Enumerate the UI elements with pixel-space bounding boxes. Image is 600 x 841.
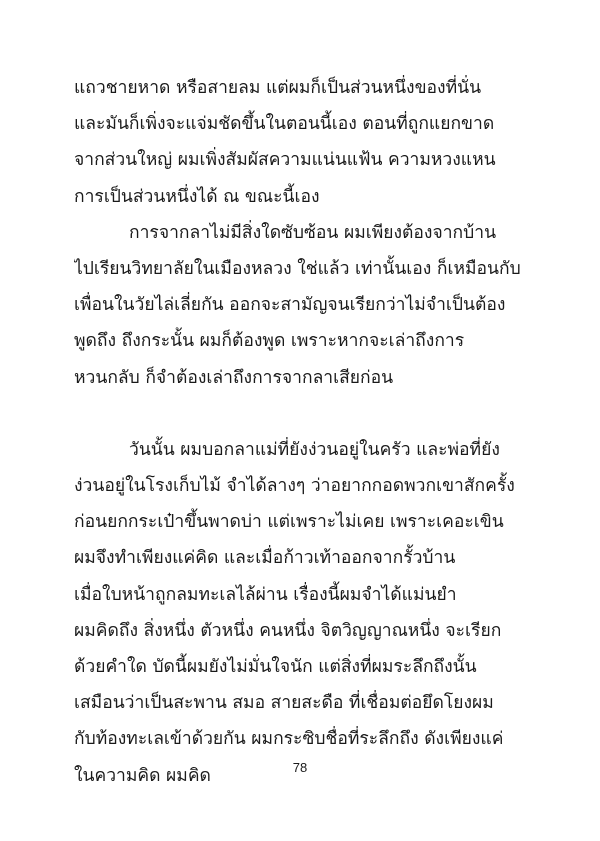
text-line: จากส่วนใหญ่ ผมเพิ่งสัมผัสความแน่นแฟ้น ความหวงแหน xyxy=(74,150,496,171)
text-line: ก่อนยกกระเป๋าขึ้นพาดบ่า แต่เพราะไม่เคย เพราะเคอะเขิน xyxy=(74,512,504,533)
text-line: กับท้องทะเลเข้าด้วยกัน ผมกระซิบชื่อที่ระลึกถึง ดังเพียงแค่ xyxy=(74,729,504,750)
text-line: แถวชายหาด หรือสายลม แต่ผมก็เป็นส่วนหนึ่งของที่นั่น xyxy=(74,78,482,98)
text-line: ในความคิด ผมคิด xyxy=(74,765,211,786)
text-line: ด้วยคำใด บัดนี้ผมยังไม่มั่นใจนัก แต่สิ่งที่ผมระลึกถึงนั้น xyxy=(74,657,477,677)
paragraph-3 xyxy=(74,432,529,794)
text-line: การจากลาไม่มีสิ่งใดซับซ้อน ผมเพียงต้องจากบ้าน xyxy=(129,222,497,243)
page-number: 78 xyxy=(292,760,308,775)
text-line: วันนั้น ผมบอกลาแม่ที่ยังง่วนอยู่ในครัว และพ่อที่ยัง xyxy=(129,439,500,460)
paragraph-1 xyxy=(74,70,529,215)
paragraph-gap xyxy=(74,396,529,432)
text-line: ไปเรียนวิทยาลัยในเมืองหลวง ใช่แล้ว เท่านั้นเอง ก็เหมือนกับ xyxy=(74,258,521,279)
text-line: เพื่อนในวัยไล่เลี่ยกัน ออกจะสามัญจนเรียกว่าไม่จำเป็นต้อง xyxy=(74,295,506,316)
text-line: ผมจึงทำเพียงแค่คิด และเมื่อก้าวเท้าออกจากรั้วบ้าน xyxy=(74,548,456,569)
text-line: ง่วนอยู่ในโรงเก็บไม้ จำได้ลางๆ ว่าอยากกอดพวกเขาสักครั้ง xyxy=(74,476,515,497)
text-line: เมื่อใบหน้าถูกลมทะเลไล้ผ่าน เรื่องนี้ผมจำได้แม่นยำ xyxy=(74,584,457,605)
text-line: เสมือนว่าเป็นสะพาน สมอ สายสะดือ ที่เชื่อมต่อยึดโยงผม xyxy=(74,693,494,714)
text-line: พูดถึง ถึงกระนั้น ผมก็ต้องพูด เพราะหากจะเล่าถึงการ xyxy=(74,331,465,352)
text-line: ผมคิดถึง สิ่งหนึ่ง ตัวหนึ่ง คนหนึ่ง จิตวิญญาณหนึ่ง จะเรียก xyxy=(74,620,502,641)
body-text xyxy=(74,70,529,794)
text-line: และมันก็เพิ่งจะแจ่มชัดขึ้นในตอนนี้เอง ตอนที่ถูกแยกขาด xyxy=(74,114,495,135)
paragraph-2 xyxy=(74,215,529,396)
text-line: การเป็นส่วนหนึ่งได้ ณ ขณะนี้เอง xyxy=(74,186,320,207)
text-line: หวนกลับ ก็จำต้องเล่าถึงการจากลาเสียก่อน xyxy=(74,367,394,388)
